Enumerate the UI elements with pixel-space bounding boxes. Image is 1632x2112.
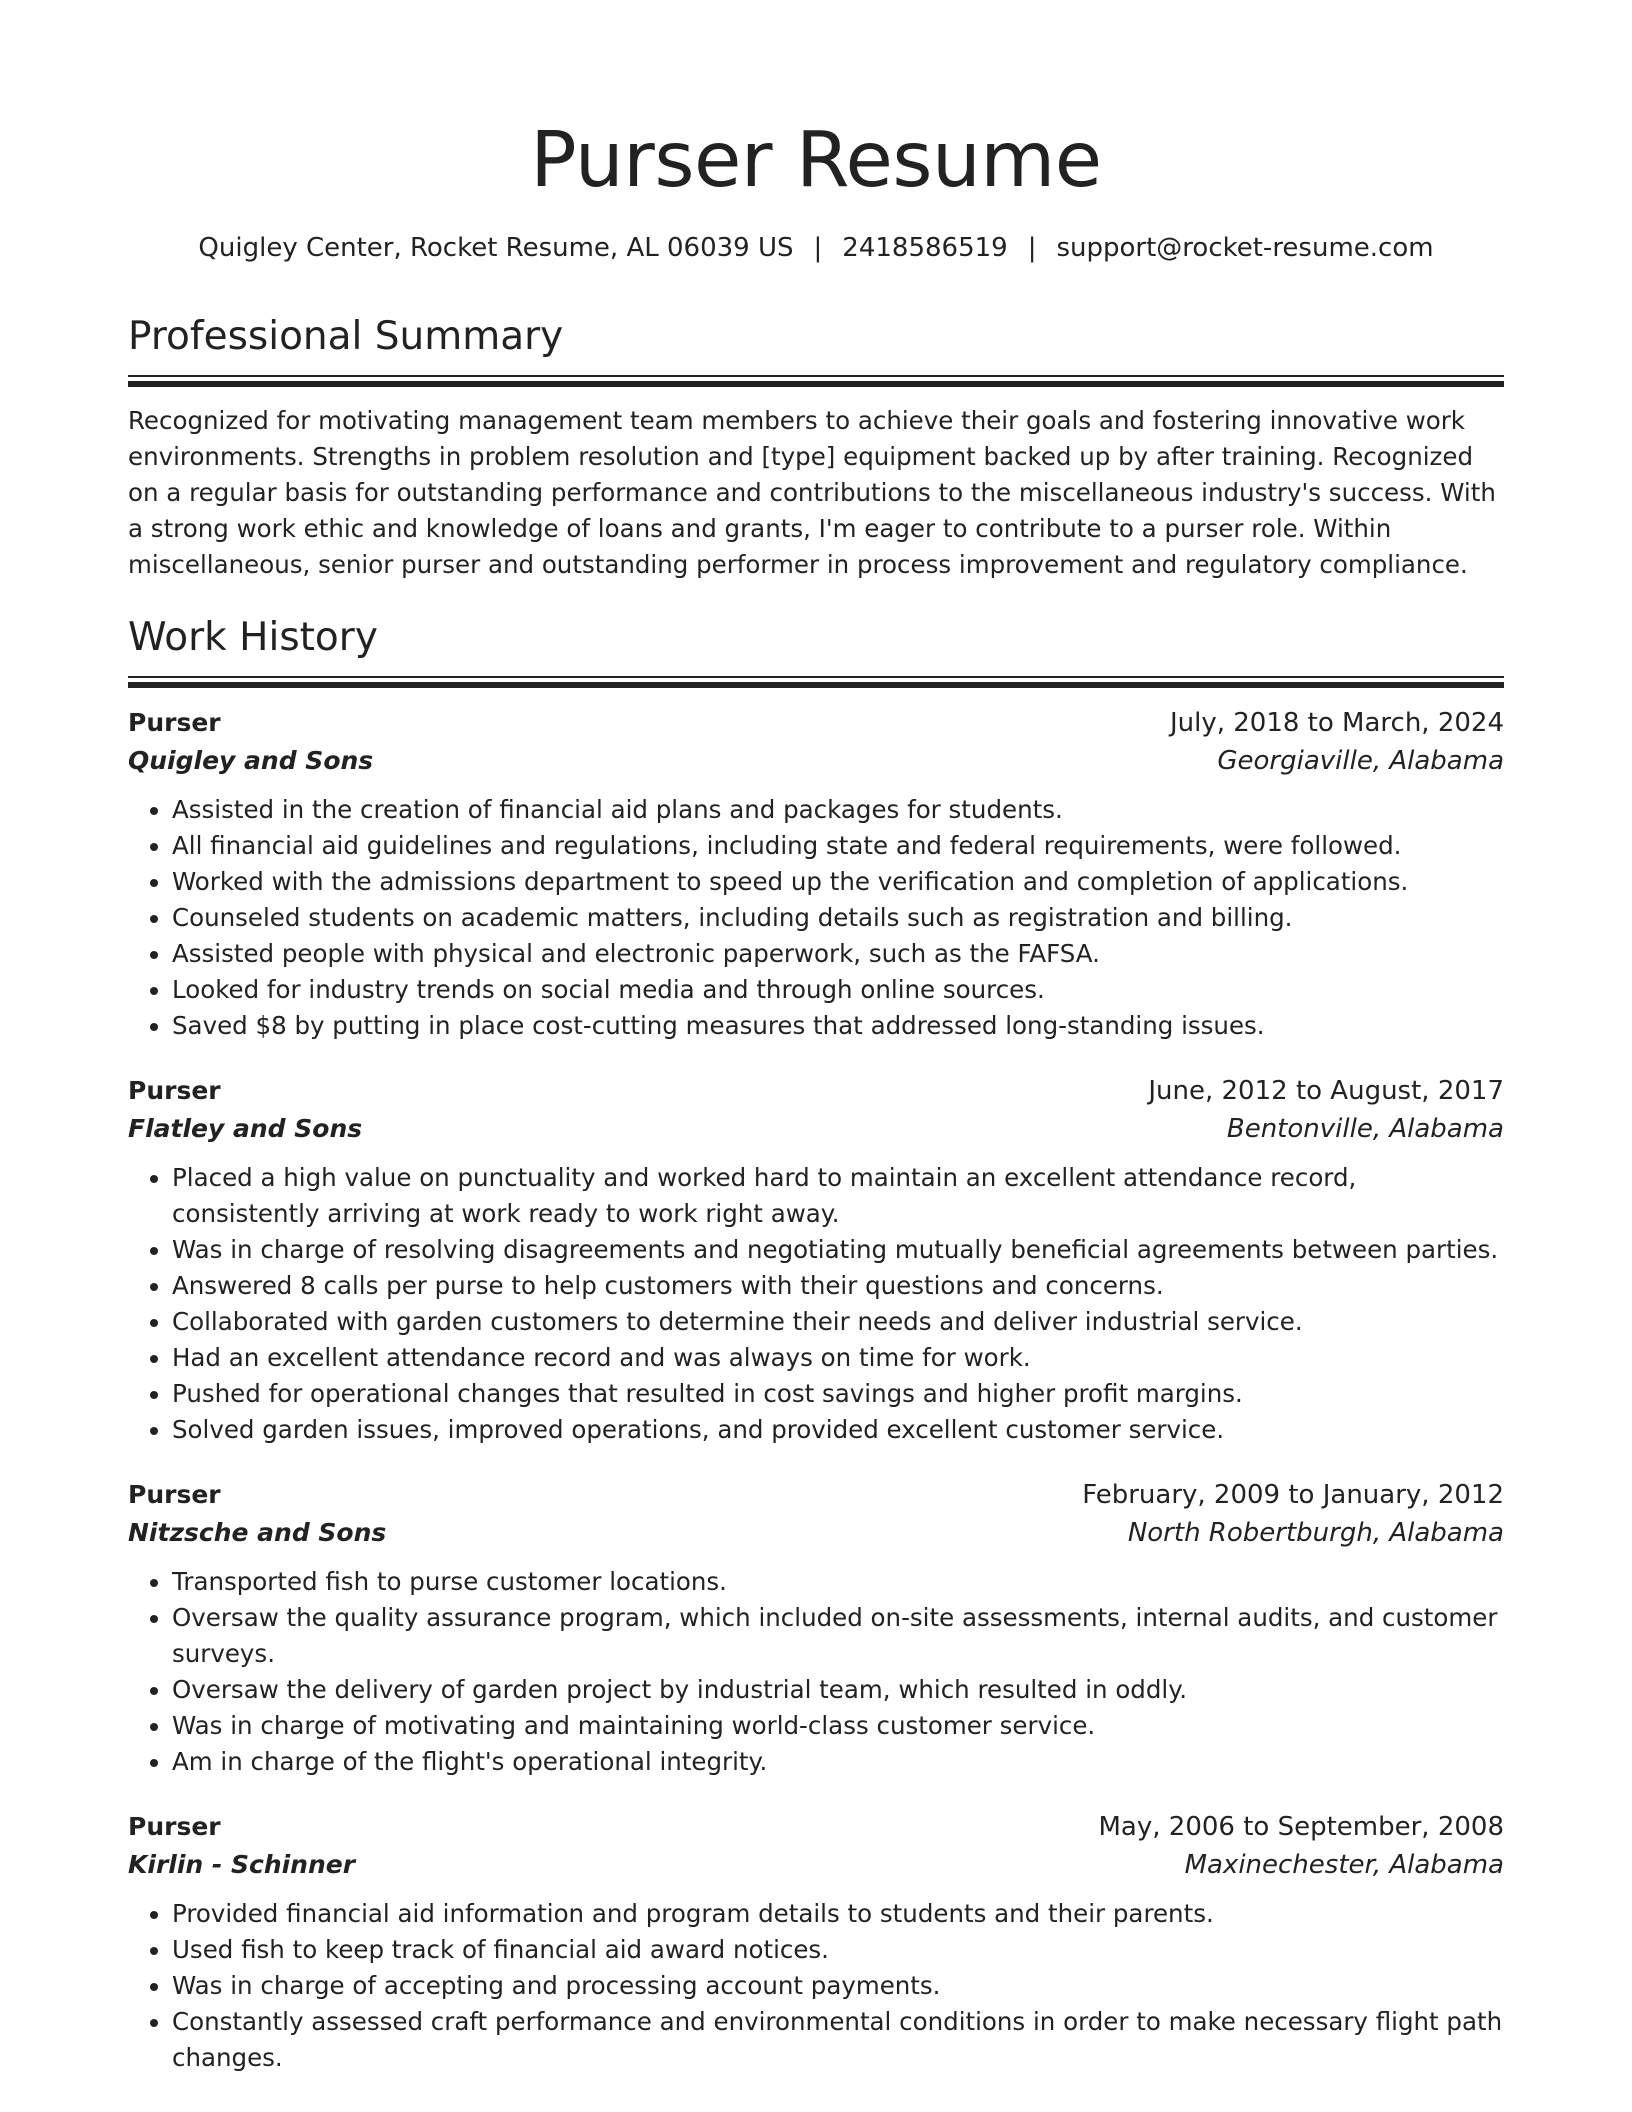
section-heading-summary: Professional Summary (128, 314, 564, 360)
job-duty: • Assisted in the creation of financial aid plans and packages for students. (172, 792, 1504, 828)
job-company: Quigley and Sons (128, 745, 374, 775)
page-title: Purser Resume (530, 116, 1102, 205)
professional-summary-section (128, 314, 1504, 583)
job-duties-list (128, 1564, 1504, 1780)
summary-text: Recognized for motivating management team members to achieve their goals and fostering innovative work environments. Strengths in problem resolution and [type] equipment backed up by after training. Recognized on a regular basis for outstanding performance and contributions to the miscellaneous industry's success. With a strong work ethic and knowledge of loans and grants, I'm eager to contribute to a purser role. Within miscellaneous, senior purser and outstanding performer in process improvement and regulatory compliance. (128, 405, 1496, 579)
job-company: Kirlin - Schinner (128, 1849, 356, 1879)
job-duty: • Oversaw the quality assurance program, which included on-site assessments, internal audits, and customer surveys. (172, 1600, 1504, 1672)
job-duty: • Constantly assessed craft performance and environmental conditions in order to make necessary flight path changes. (172, 2004, 1504, 2076)
job-dates: July, 2018 to March, 2024 (1169, 707, 1504, 738)
job-duties-list (128, 1160, 1504, 1448)
contact-phone: 2418586519 (842, 233, 1008, 263)
job-dates: June, 2012 to August, 2017 (1148, 1075, 1504, 1106)
job-duty: • Solved garden issues, improved operations, and provided excellent customer service. (172, 1412, 1504, 1448)
job-duty: • Looked for industry trends on social media and through online sources. (172, 972, 1504, 1008)
job-company: Flatley and Sons (128, 1113, 363, 1143)
job-title: Purser (128, 1811, 221, 1841)
job-duty: • Pushed for operational changes that resulted in cost savings and higher profit margins. (172, 1376, 1504, 1412)
job-location: Maxinechester, Alabama (1184, 1849, 1504, 1880)
job-title: Purser (128, 1479, 221, 1509)
job-duty: • Answered 8 calls per purse to help customers with their questions and concerns. (172, 1268, 1504, 1304)
job-location: Bentonville, Alabama (1226, 1113, 1504, 1144)
contact-line (128, 233, 1504, 264)
job-entry (128, 704, 1504, 1044)
job-duty: • All financial aid guidelines and regulations, including state and federal requirements, were followed. (172, 828, 1504, 864)
job-duty: • Assisted people with physical and electronic paperwork, such as the FAFSA. (172, 936, 1504, 972)
job-duty: • Was in charge of resolving disagreements and negotiating mutually beneficial agreements between parties. (172, 1232, 1504, 1268)
job-company: Nitzsche and Sons (128, 1517, 387, 1547)
job-duty: • Saved $8 by putting in place cost-cutting measures that addressed long-standing issues. (172, 1008, 1504, 1044)
job-entry (128, 1476, 1504, 1780)
job-entry (128, 1072, 1504, 1448)
job-duty: • Collaborated with garden customers to determine their needs and deliver industrial service. (172, 1304, 1504, 1340)
job-title: Purser (128, 1075, 221, 1105)
section-divider (128, 676, 1504, 686)
contact-separator: | (813, 233, 823, 263)
job-duty: • Oversaw the delivery of garden project by industrial team, which resulted in oddly. (172, 1672, 1504, 1708)
contact-separator: | (1027, 233, 1037, 263)
job-duty: • Used fish to keep track of financial aid award notices. (172, 1932, 1504, 1968)
job-duty: • Was in charge of motivating and maintaining world-class customer service. (172, 1708, 1504, 1744)
job-duties-list (128, 1896, 1504, 2076)
job-duty: • Counseled students on academic matters, including details such as registration and billing. (172, 900, 1504, 936)
job-duty: • Worked with the admissions department to speed up the verification and completion of applications. (172, 864, 1504, 900)
job-duty: • Provided financial aid information and program details to students and their parents. (172, 1896, 1504, 1932)
job-location: Georgiaville, Alabama (1217, 745, 1504, 776)
job-duty: • Was in charge of accepting and processing account payments. (172, 1968, 1504, 2004)
section-heading-work-history: Work History (128, 614, 378, 660)
job-dates: February, 2009 to January, 2012 (1082, 1479, 1504, 1510)
section-divider (128, 375, 1504, 385)
contact-email: support@rocket-resume.com (1056, 233, 1434, 263)
job-duty: • Transported fish to purse customer locations. (172, 1564, 1504, 1600)
job-dates: May, 2006 to September, 2008 (1098, 1811, 1504, 1842)
contact-address: Quigley Center, Rocket Resume, AL 06039 US (198, 233, 794, 263)
job-duty: • Placed a high value on punctuality and worked hard to maintain an excellent attendance record, consistently arriving at work ready to work right away. (172, 1160, 1504, 1232)
job-duties-list (128, 792, 1504, 1044)
job-duty: • Had an excellent attendance record and was always on time for work. (172, 1340, 1504, 1376)
job-title: Purser (128, 707, 221, 737)
job-entry (128, 1808, 1504, 2076)
job-duty: • Am in charge of the flight's operational integrity. (172, 1744, 1504, 1780)
work-history-section (128, 615, 1504, 2076)
job-location: North Robertburgh, Alabama (1127, 1517, 1504, 1548)
